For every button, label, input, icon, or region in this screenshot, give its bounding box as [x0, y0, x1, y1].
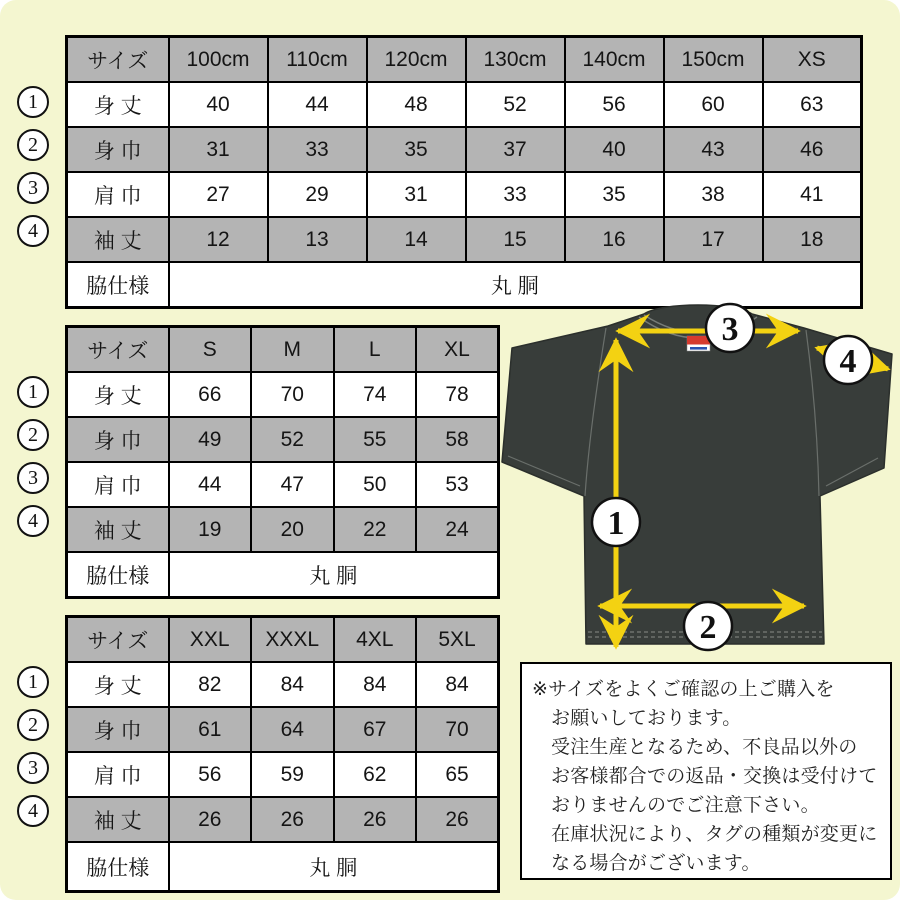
- measure-value: 65: [416, 752, 499, 797]
- measure-label: 肩 巾: [67, 462, 169, 507]
- measure-value: 14: [367, 217, 466, 262]
- measure-label: 身 巾: [67, 707, 169, 752]
- size-column-header: XS: [763, 37, 862, 83]
- measure-value: 24: [416, 507, 499, 552]
- notice-line: 受注生産となるため、不良品以外の: [551, 737, 858, 758]
- size-table-adult-wrap: [28, 325, 500, 599]
- side-spec-row: [67, 842, 499, 892]
- measure-value: 26: [169, 797, 252, 842]
- measure-value: 44: [268, 82, 367, 127]
- measure-value: 59: [251, 752, 334, 797]
- measure-value: 12: [169, 217, 268, 262]
- table-header-row: [67, 327, 499, 373]
- size-column-header: 120cm: [367, 37, 466, 83]
- measure-value: 38: [664, 172, 763, 217]
- measure-value: 52: [466, 82, 565, 127]
- measure-value: 33: [268, 127, 367, 172]
- measure-row: [67, 172, 862, 217]
- row-number-badge: 2: [17, 419, 49, 451]
- measure-row: [67, 417, 499, 462]
- measure-value: 63: [763, 82, 862, 127]
- measure-row: [67, 462, 499, 507]
- table-header-row: [67, 37, 862, 83]
- size-column-header: 5XL: [416, 617, 499, 663]
- row-number-badge: 3: [17, 172, 49, 204]
- measure-value: 55: [334, 417, 417, 462]
- measure-value: 61: [169, 707, 252, 752]
- side-spec-value: 丸 胴: [169, 262, 862, 308]
- marker-2-label: 2: [699, 609, 717, 646]
- measure-value: 17: [664, 217, 763, 262]
- measure-value: 22: [334, 507, 417, 552]
- size-column-header: M: [251, 327, 334, 373]
- size-column-header: 110cm: [268, 37, 367, 83]
- measure-value: 40: [565, 127, 664, 172]
- measure-label: 身 丈: [67, 662, 169, 707]
- size-table-adult: [65, 325, 500, 599]
- measure-value: 70: [416, 707, 499, 752]
- size-table-big-wrap: [28, 615, 500, 893]
- measure-value: 56: [565, 82, 664, 127]
- measure-value: 46: [763, 127, 862, 172]
- measure-value: 62: [334, 752, 417, 797]
- notice-line: 在庫状況により、タグの種類が変更に: [551, 824, 878, 845]
- row-number-badge: 4: [17, 215, 49, 247]
- size-column-header: XL: [416, 327, 499, 373]
- notice-box: [520, 662, 892, 880]
- row-number-badge: 1: [17, 86, 49, 118]
- size-header-label: サイズ: [67, 327, 169, 373]
- row-number-badge: 1: [17, 376, 49, 408]
- marker-4-label: 4: [839, 343, 857, 380]
- size-table-kids-wrap: [28, 35, 863, 309]
- measure-value: 35: [367, 127, 466, 172]
- size-table-kids: [65, 35, 863, 309]
- size-column-header: 150cm: [664, 37, 763, 83]
- measure-value: 19: [169, 507, 252, 552]
- notice-line: なる場合がございます。: [551, 853, 761, 874]
- measure-value: 33: [466, 172, 565, 217]
- measure-row: [67, 707, 499, 752]
- size-header-label: サイズ: [67, 37, 169, 83]
- measure-value: 40: [169, 82, 268, 127]
- side-spec-value: 丸 胴: [169, 842, 499, 892]
- measure-label: 袖 丈: [67, 217, 169, 262]
- row-number-badge: 3: [17, 752, 49, 784]
- notice-line: お願いしております。: [551, 708, 742, 729]
- measure-label: 袖 丈: [67, 797, 169, 842]
- measure-value: 58: [416, 417, 499, 462]
- measure-label: 肩 巾: [67, 752, 169, 797]
- size-column-header: 100cm: [169, 37, 268, 83]
- measure-value: 49: [169, 417, 252, 462]
- measure-value: 52: [251, 417, 334, 462]
- measure-value: 66: [169, 372, 252, 417]
- measure-value: 67: [334, 707, 417, 752]
- measure-row: [67, 662, 499, 707]
- measure-value: 26: [251, 797, 334, 842]
- measure-value: 31: [367, 172, 466, 217]
- measure-value: 53: [416, 462, 499, 507]
- notice-line: おりませんのでご注意下さい。: [551, 795, 820, 816]
- row-number-badge: 4: [17, 795, 49, 827]
- table-header-row: [67, 617, 499, 663]
- measure-value: 15: [466, 217, 565, 262]
- size-column-header: XXXL: [251, 617, 334, 663]
- measure-value: 31: [169, 127, 268, 172]
- row-number-badge: 3: [17, 462, 49, 494]
- side-spec-label: 脇仕様: [67, 262, 169, 308]
- measure-value: 26: [334, 797, 417, 842]
- measure-row: [67, 217, 862, 262]
- measure-value: 13: [268, 217, 367, 262]
- measure-label: 身 丈: [67, 82, 169, 127]
- marker-3-label: 3: [721, 311, 739, 348]
- size-column-header: 140cm: [565, 37, 664, 83]
- measure-value: 37: [466, 127, 565, 172]
- measure-value: 35: [565, 172, 664, 217]
- measure-value: 27: [169, 172, 268, 217]
- side-spec-value: 丸 胴: [169, 552, 499, 598]
- measure-value: 84: [251, 662, 334, 707]
- notice-line: ※サイズをよくご確認の上ご購入を: [532, 679, 835, 700]
- measure-value: 60: [664, 82, 763, 127]
- notice-line: お客様都合での返品・交換は受付けて: [551, 766, 878, 787]
- measure-value: 29: [268, 172, 367, 217]
- row-number-badge: 2: [17, 709, 49, 741]
- side-spec-label: 脇仕様: [67, 552, 169, 598]
- measure-value: 18: [763, 217, 862, 262]
- row-number-badge: 2: [17, 129, 49, 161]
- measure-value: 20: [251, 507, 334, 552]
- measure-value: 47: [251, 462, 334, 507]
- measure-label: 身 巾: [67, 127, 169, 172]
- row-number-badge: 4: [17, 505, 49, 537]
- size-header-label: サイズ: [67, 617, 169, 663]
- measure-value: 50: [334, 462, 417, 507]
- measure-row: [67, 507, 499, 552]
- measure-value: 84: [334, 662, 417, 707]
- size-column-header: XXL: [169, 617, 252, 663]
- measure-value: 43: [664, 127, 763, 172]
- measure-label: 身 巾: [67, 417, 169, 462]
- measure-value: 44: [169, 462, 252, 507]
- measure-value: 41: [763, 172, 862, 217]
- measure-row: [67, 752, 499, 797]
- measure-value: 64: [251, 707, 334, 752]
- measure-value: 16: [565, 217, 664, 262]
- measure-value: 56: [169, 752, 252, 797]
- measure-row: [67, 372, 499, 417]
- measure-value: 78: [416, 372, 499, 417]
- row-number-badge: 1: [17, 666, 49, 698]
- side-spec-label: 脇仕様: [67, 842, 169, 892]
- measure-row: [67, 127, 862, 172]
- side-spec-row: [67, 552, 499, 598]
- measure-value: 84: [416, 662, 499, 707]
- measure-label: 袖 丈: [67, 507, 169, 552]
- measure-value: 70: [251, 372, 334, 417]
- size-table-big: [65, 615, 500, 893]
- measure-label: 肩 巾: [67, 172, 169, 217]
- size-column-header: S: [169, 327, 252, 373]
- brand-tag-icon: [687, 336, 710, 351]
- size-column-header: 130cm: [466, 37, 565, 83]
- size-column-header: L: [334, 327, 417, 373]
- measure-row: [67, 82, 862, 127]
- size-column-header: 4XL: [334, 617, 417, 663]
- measure-value: 26: [416, 797, 499, 842]
- tshirt-measurement-diagram: [496, 300, 900, 662]
- measure-value: 82: [169, 662, 252, 707]
- measure-value: 74: [334, 372, 417, 417]
- measure-label: 身 丈: [67, 372, 169, 417]
- marker-1-label: 1: [607, 505, 625, 542]
- measure-row: [67, 797, 499, 842]
- measure-value: 48: [367, 82, 466, 127]
